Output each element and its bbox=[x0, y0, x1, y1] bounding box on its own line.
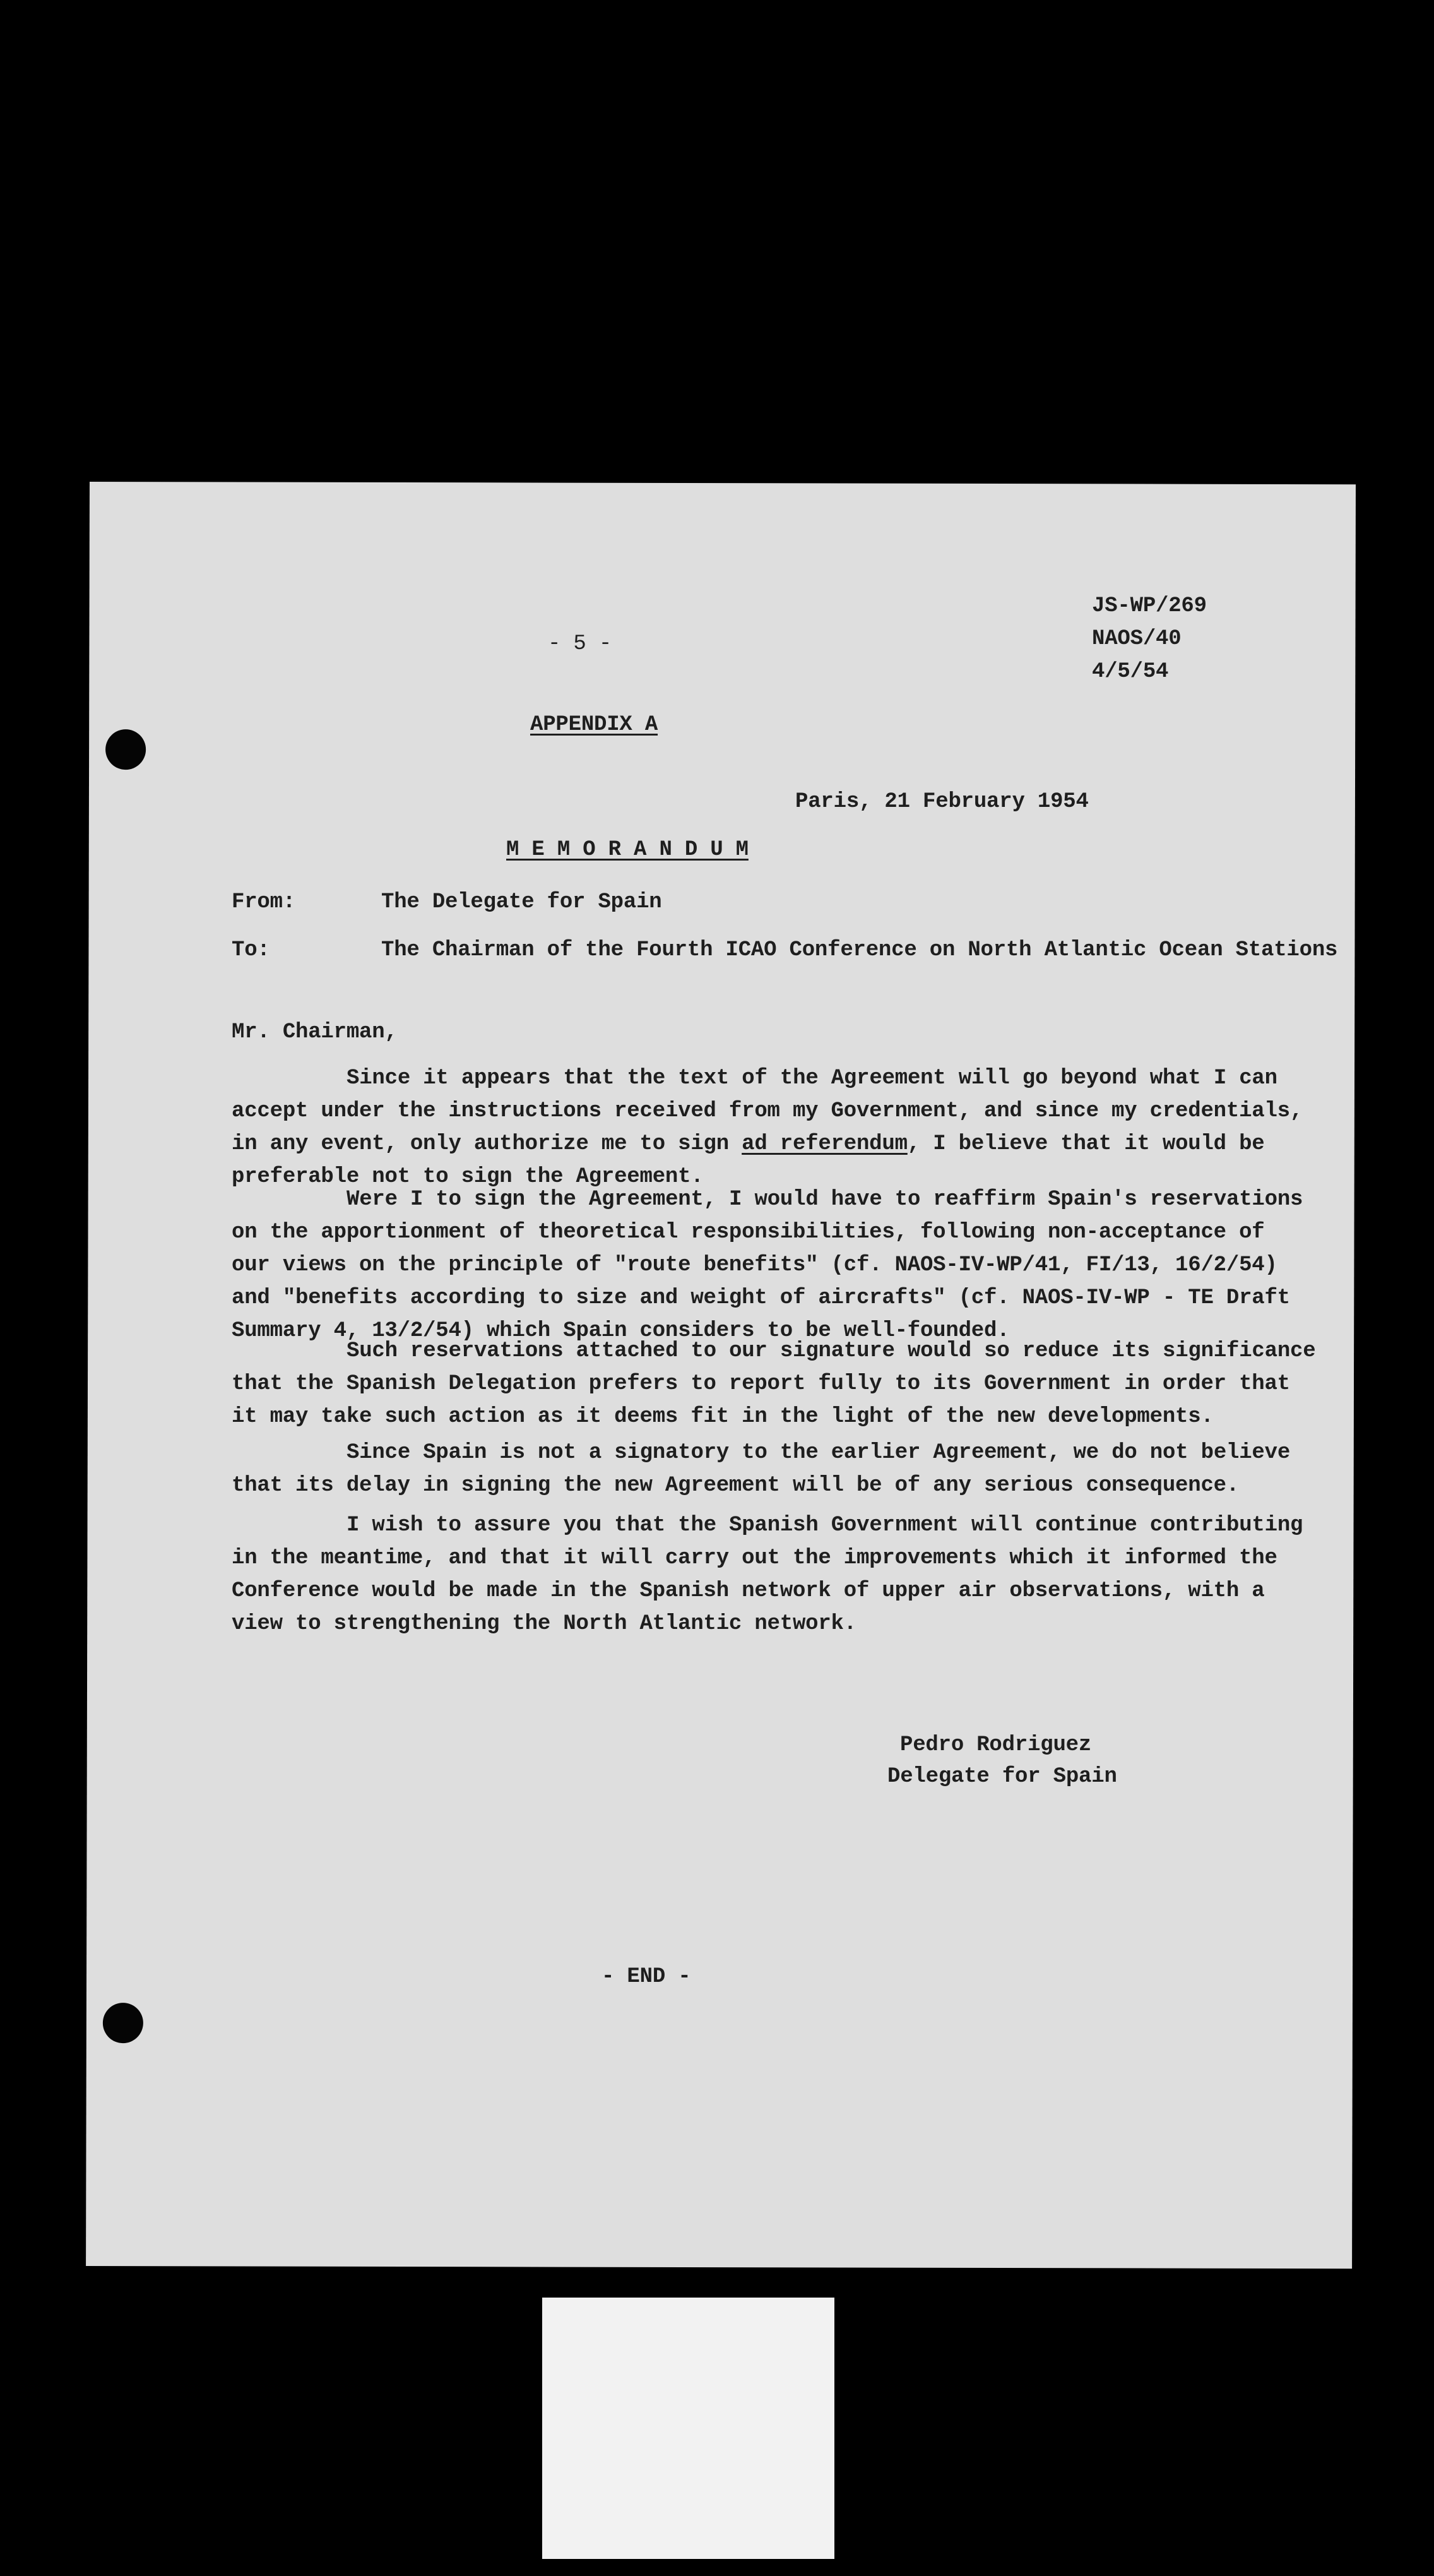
to-value: The Chairman of the Fourth ICAO Conference on North Atlantic Ocean Stations bbox=[381, 938, 1338, 962]
text-segment: , I believe that it would be bbox=[907, 1132, 1265, 1156]
signature-title: Delegate for Spain bbox=[887, 1765, 1117, 1789]
text-line: Conference would be made in the Spanish network of upper air observations, with a bbox=[232, 1579, 1265, 1603]
text-line: I wish to assure you that the Spanish Government will continue contributing bbox=[347, 1513, 1303, 1537]
signature-name: Pedro Rodriguez bbox=[900, 1733, 1092, 1757]
text-line: preferable not to sign the Agreement. bbox=[232, 1165, 704, 1189]
text-line: our views on the principle of "route benefits" (cf. NAOS-IV-WP/41, FI/13, 16/2/54) bbox=[232, 1253, 1277, 1277]
text-line: on the apportionment of theoretical responsibilities, following non-acceptance of bbox=[232, 1220, 1265, 1244]
text-line: accept under the instructions received from my Government, and since my credentials, bbox=[232, 1099, 1303, 1123]
text-line: in the meantime, and that it will carry out the improvements which it informed the bbox=[232, 1546, 1277, 1570]
ref-line: 4/5/54 bbox=[1092, 660, 1169, 684]
place-date: Paris, 21 February 1954 bbox=[795, 790, 1089, 814]
paragraph-2 bbox=[232, 1183, 1303, 1347]
paragraph-5 bbox=[232, 1509, 1303, 1640]
text-line: that its delay in signing the new Agreement will be of any serious consequence. bbox=[232, 1474, 1240, 1498]
text-line: Were I to sign the Agreement, I would have to reaffirm Spain's reservations bbox=[347, 1188, 1303, 1212]
ref-line: NAOS/40 bbox=[1092, 627, 1182, 651]
from-label: From: bbox=[232, 890, 296, 914]
text-line: that the Spanish Delegation prefers to report fully to its Government in order that bbox=[232, 1372, 1290, 1396]
paragraph-4 bbox=[232, 1436, 1290, 1502]
text-line: and "benefits according to size and weight of aircrafts" (cf. NAOS-IV-WP - TE Draft bbox=[232, 1286, 1290, 1310]
end-mark: - END - bbox=[601, 1965, 691, 1989]
punch-hole bbox=[105, 729, 146, 770]
text-line bbox=[232, 1128, 1303, 1160]
from-value: The Delegate for Spain bbox=[381, 890, 662, 914]
to-label: To: bbox=[232, 938, 270, 962]
appendix-title: APPENDIX A bbox=[530, 713, 658, 737]
punch-hole bbox=[103, 2003, 143, 2043]
page-number: - 5 - bbox=[548, 632, 612, 656]
text-line: Summary 4, 13/2/54) which Spain considers to be well-founded. bbox=[232, 1319, 1010, 1343]
underlined-term: ad referendum bbox=[742, 1132, 908, 1156]
text-line: Such reservations attached to our signature would so reduce its significance bbox=[347, 1339, 1316, 1363]
text-line: view to strengthening the North Atlantic network. bbox=[232, 1612, 856, 1636]
memo-title: M E M O R A N D U M bbox=[506, 838, 749, 862]
blank-card bbox=[542, 2298, 834, 2559]
text-segment: in any event, only authorize me to sign bbox=[232, 1132, 742, 1156]
salutation: Mr. Chairman, bbox=[232, 1020, 398, 1044]
text-line: Since it appears that the text of the Agreement will go beyond what I can bbox=[347, 1066, 1277, 1090]
reference-block bbox=[1092, 590, 1207, 688]
ref-line: JS-WP/269 bbox=[1092, 594, 1207, 618]
text-line: it may take such action as it deems fit in the light of the new developments. bbox=[232, 1405, 1214, 1429]
paragraph-1 bbox=[232, 1062, 1303, 1193]
paragraph-3 bbox=[232, 1335, 1315, 1433]
text-line: Since Spain is not a signatory to the earlier Agreement, we do not believe bbox=[347, 1441, 1291, 1465]
